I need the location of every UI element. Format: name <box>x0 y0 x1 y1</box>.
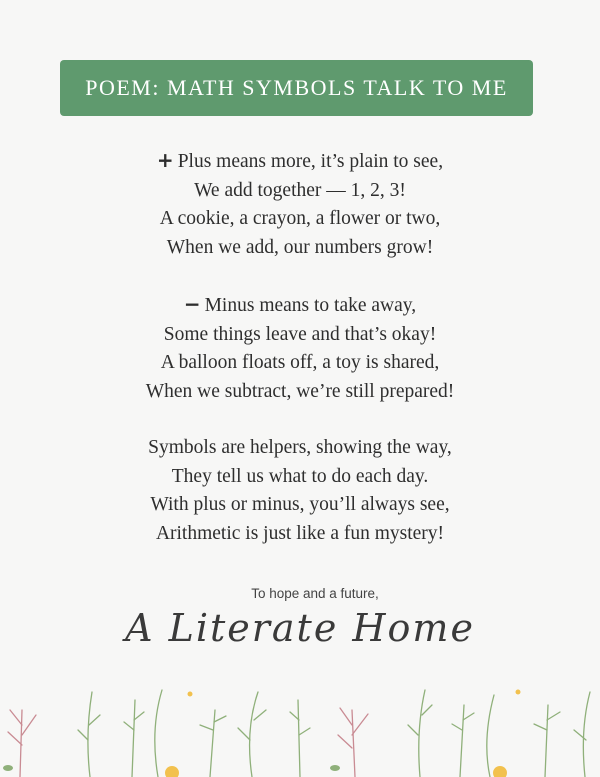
title-banner <box>60 60 533 116</box>
pink-flower-icon <box>338 708 368 777</box>
poem-line: Arithmetic is just like a fun mystery! <box>155 522 445 544</box>
brand-logo: A Literate Home <box>125 606 475 650</box>
poem-line: A cookie, a crayon, a flower or two, <box>159 208 441 229</box>
poem-line: Symbols are helpers, showing the way, <box>148 437 452 458</box>
plus-icon: + <box>156 148 174 172</box>
poem-line: When we add, our numbers grow! <box>166 236 434 258</box>
leaf-icon <box>78 690 590 777</box>
poem-line: When we subtract, we’re still prepared! <box>145 380 455 402</box>
minus-icon: − <box>183 292 201 316</box>
footer-tagline: To hope and a future, <box>251 586 379 601</box>
stanza-minus <box>0 290 600 406</box>
yellow-flower-icon <box>165 690 521 777</box>
poem-line: Some things leave and that’s okay! <box>163 323 437 345</box>
stanza-symbols <box>0 434 600 548</box>
stanza-plus <box>0 146 600 262</box>
poem-title: POEM: MATH SYMBOLS TALK TO ME <box>85 75 508 100</box>
poem-line: We add together — 1, 2, 3! <box>194 179 406 201</box>
poem-line: + Plus means more, it’s plain to see, <box>156 148 444 172</box>
poem-line: They tell us what to do each day. <box>171 465 429 487</box>
poem-line: − Minus means to take away, <box>183 292 417 316</box>
poem-body <box>0 146 600 576</box>
poem-line: With plus or minus, you’ll always see, <box>150 494 450 515</box>
poem-line: A balloon floats off, a toy is shared, <box>160 352 440 373</box>
floral-border-decoration <box>0 680 600 777</box>
